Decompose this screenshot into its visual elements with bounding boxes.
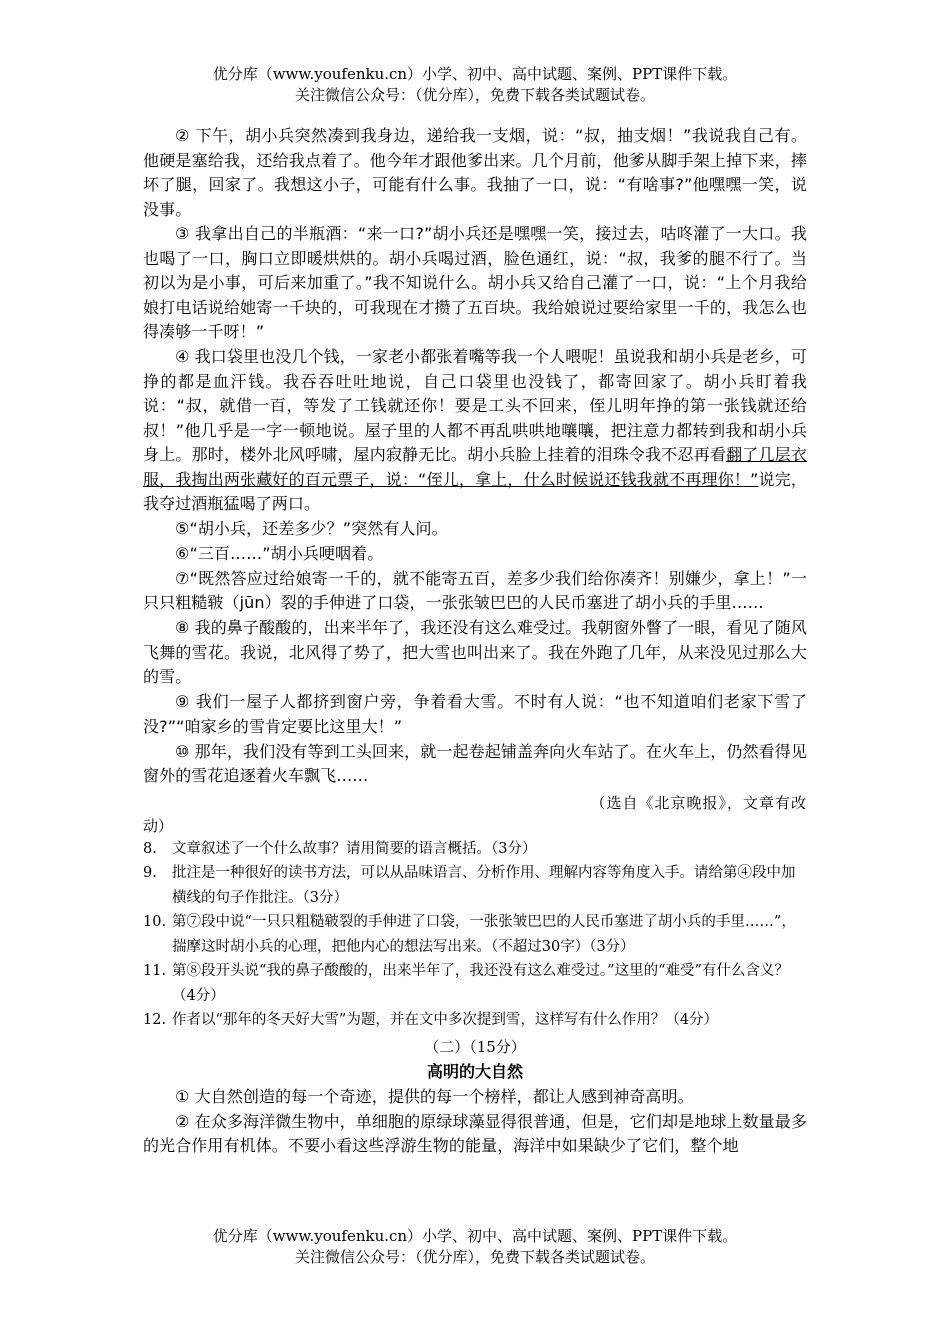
question-number: 12. (143, 1012, 167, 1029)
header-line-1: 优分库（www.youfenku.cn）小学、初中、高中试题、案例、PPT课件下载。 (212, 65, 738, 83)
question-text: 第⑦段中说“一只只粗糙皲裂的手伸进了口袋，一张张皱巴巴的人民币塞进了胡小兵的手里……”，揣摩这时胡小兵的心理，把他内心的想法写出来。（不超过30字）（3分） (172, 914, 796, 955)
section-heading: （二）（15分） (424, 1037, 526, 1056)
question-number: 9. (143, 865, 157, 882)
paragraph-8: ⑧ 我的鼻子酸酸的，出来半年了，我还没有这么难受过。我朝窗外瞥了一眼，看见了随风飞舞的雪花。我说，北风得了势了，把大雪也叫出来了。我在外跑了几年，从来没见过那么大的雪。 (143, 618, 807, 687)
question-list (143, 837, 807, 1033)
paragraph-10: ⑩ 那年，我们没有等到工头回来，就一起卷起铺盖奔向火车站了。在火车上，仍然看得见窗外的雪花追逐着火车飘飞…… (143, 741, 807, 786)
header-line-2: 关注微信公众号：（优分库），免费下载各类试题试卷。 (294, 86, 655, 104)
paragraph-7: ⑦“既然答应过给娘寄一千的，就不能寄五百，差多少我们给你凑齐！别嫌少，拿上！”一只只粗糙皲（jūn）裂的手伸进了口袋，一张张皱巴巴的人民币塞进了胡小兵的手里…… (143, 568, 807, 613)
question-number: 10. (143, 914, 167, 931)
question-text: 第⑧段开头说“我的鼻子酸酸的，出来半年了，我还没有这么难受过。”这里的“难受”有什么含义？（4分） (172, 963, 789, 1004)
paragraph-2: ② 下午，胡小兵突然凑到我身边，递给我一支烟，说：“叔，抽支烟！”我说我自己有。他硬是塞给我，还给我点着了。他今年才跟他爹出来。几个月前，他爹从脚手架上掉下来，摔坏了腿，回家了。我想这小子，可能有什么事。我抽了一口，说：“有啥事?”他嘿嘿一笑，说没事。 (143, 126, 807, 219)
source-note: （选自《北京晚报》，文章有改 (590, 793, 807, 812)
paragraph-5: ⑤“胡小兵，还差多少？”突然有人问。 (175, 519, 448, 539)
paragraph-6: ⑥“三百……”胡小兵哽咽着。 (175, 544, 384, 564)
paragraph-3: ③ 我拿出自己的半瓶酒：“来一口?”胡小兵还是嘿嘿一笑，接过去，咕咚灌了一大口。我也喝了一口，胸口立即暖烘烘的。胡小兵喝过酒，脸色通红，说：“叔，我爹的腿不行了。当初以为是小事，可后来加重了。”我不知说什么。胡小兵又给自己灌了一口，说：“上个月我给娘打电话说给她寄一千块的，可我现在才攒了五百块。我给娘说过要给家里一千的，我怎么也得凑够一千呀！” (143, 224, 807, 342)
footer-line-1: 优分库（www.youfenku.cn）小学、初中、高中试题、案例、PPT课件下载。 (212, 1227, 738, 1245)
question-text: 批注是一种很好的读书方法，可以从品味语言、分析作用、理解内容等角度入手。请给第④段中加横线的句子作批注。（3分） (172, 865, 796, 906)
paragraph-4 (143, 345, 807, 517)
source-note-tail: 动） (143, 816, 174, 835)
article-title: 高明的大自然 (426, 1061, 523, 1081)
question-item (143, 861, 807, 910)
paragraph-4-text: ④ 我口袋里也没几个钱，一家老小都张着嘴等我一个人喂呢！虽说我和胡小兵是老乡，可挣的都是血汗钱。我吞吞吐吐地说，自己口袋里也没钱了，都寄回家了。胡小兵盯着我说：“叔，就借一百，等发了工钱就还你！要是工头不回来，侄儿明年挣的第一张钱就还给叔！”他几乎是一字一顿地说。屋子里的人都不再乱哄哄地嚷嚷，把注意力都转到我和胡小兵身上。那时，楼外北风呼啸，屋内寂静无比。胡小兵脸上挂着的泪珠令我不忍再看 (143, 347, 807, 465)
question-number: 8. (143, 840, 157, 857)
question-text: 作者以“那年的冬天好大雪”为题，并在文中多次提到雪，这样写有什么作用？（4分） (172, 1012, 719, 1029)
paragraph-4-tail: 说完，我夺过酒瓶猛喝了两口。 (143, 469, 807, 514)
question-item (143, 837, 807, 862)
paragraph-9: ⑨ 我们一屋子人都挤到窗户旁，争着看大雪。不时有人说：“也不知道咱们老家下雪了没?”“咱家乡的雪肯定要比这里大！” (143, 692, 807, 736)
question-number: 11. (143, 963, 167, 980)
article-paragraph-1: ① 大自然创造的每一个奇迹，提供的每一个榜样，都让人感到神奇高明。 (175, 1086, 694, 1106)
document-body (143, 124, 807, 1159)
question-item (143, 959, 807, 1008)
underlined-sentence: 翻了几层衣服，我掏出两张藏好的百元票子，说：“侄儿，拿上，什么时候说还钱我就不再理你！” (143, 445, 807, 489)
article-paragraph-2: ② 在众多海洋微生物中，单细胞的原绿球藻显得很普通，但是，它们却是地球上数量最多的光合作用有机体。不要小看这些浮游生物的能量，海洋中如果缺少了它们，整个地 (143, 1111, 807, 1156)
question-item (143, 910, 807, 959)
footer-line-2: 关注微信公众号：（优分库），免费下载各类试题试卷。 (294, 1248, 655, 1266)
question-item (143, 1008, 807, 1033)
page-footer (0, 1226, 950, 1268)
question-text: 文章叙述了一个什么故事？请用简要的语言概括。（3分） (172, 840, 537, 857)
page-header (0, 64, 950, 106)
